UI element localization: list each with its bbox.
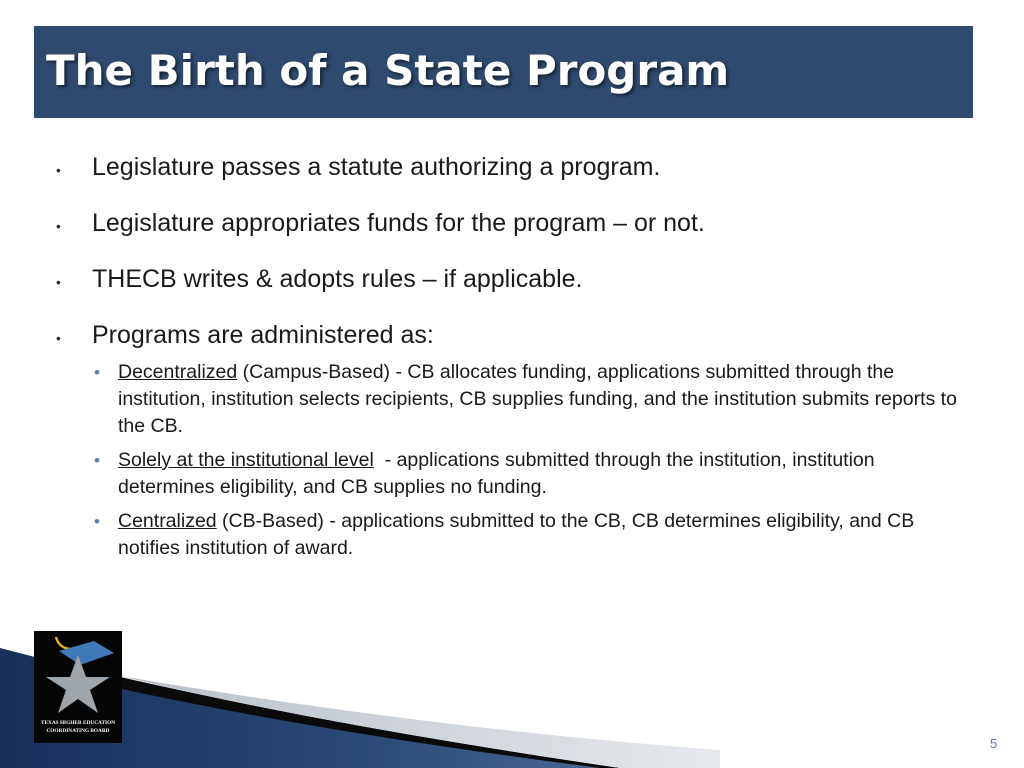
bullet-dot-icon: • [56,162,61,178]
sub-bullet-item [94,359,968,440]
bullet-text: Legislature passes a statute authorizing a program. [92,153,661,181]
slide-title: The Birth of a State Program [46,46,730,95]
bullet-item [56,265,583,294]
sub-bullet-dot-icon: • [94,451,100,470]
bullet-item [56,153,661,182]
thecb-logo [34,631,122,743]
sub-bullet-term: Decentralized [118,361,238,383]
logo-text-line2: COORDINATING BOARD [46,728,110,734]
sub-bullet-term: Solely at the institutional level [118,449,374,471]
bullet-dot-icon: • [56,218,61,234]
sub-bullet-text: - applications submitted through the institution, institution determines eligibility, and CB supplies no funding. [118,449,881,498]
bullet-text: Legislature appropriates funds for the program – or not. [92,209,705,237]
title-bar [34,26,973,118]
bullet-text: Programs are administered as: [92,321,434,349]
sub-bullet-text: (Campus-Based) - CB allocates funding, applications submitted through the institution, institution selects recipients, CB supplies funding, and the institution submits reports to the CB. [118,361,957,437]
footer-swoosh [0,600,1024,768]
bullet-text: THECB writes & adopts rules – if applicable. [92,265,583,293]
sub-bullet-item [94,447,968,501]
page-number: 5 [990,736,998,751]
bullet-dot-icon: • [56,330,61,346]
sub-bullet-dot-icon: • [94,363,100,382]
sub-bullet-text: (CB-Based) - applications submitted to the CB, CB determines eligibility, and CB notifies institution of award. [118,510,915,559]
bullet-item [56,209,705,238]
sub-bullet-item [94,508,968,562]
bullet-dot-icon: • [56,274,61,290]
bullet-item [56,321,434,350]
sub-bullet-term: Centralized [118,510,217,532]
logo-text-line1: TEXAS HIGHER EDUCATION [40,720,116,726]
sub-bullet-dot-icon: • [94,512,100,531]
graduation-cap-star-icon [34,631,122,719]
